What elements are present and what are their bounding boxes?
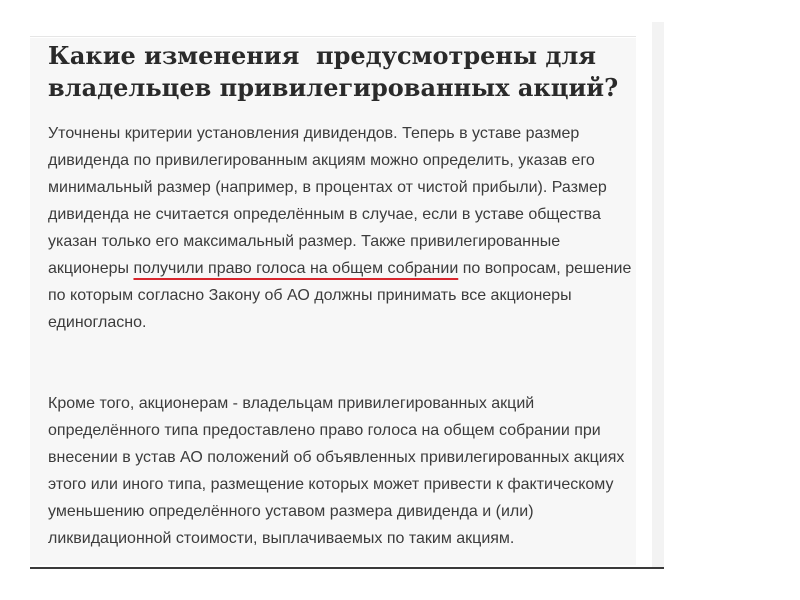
article-paragraph-2: Кроме того, акционерам - владельцам привилегированных акций определённого типа предоставлено право голоса на общем собрании при внесении в устав АО положений об объявленных привилегированных акциях этого или иного типа, размещение которых может привести к фактическому уменьшению определённого уставом размера дивиденда и (или) ликвидационной стоимости, выплачиваемых по таким акциям. <box>48 395 625 547</box>
highlighted-phrase: получили право голоса на общем собрании <box>133 260 459 277</box>
article-paragraph-1 <box>48 120 633 336</box>
bottom-divider <box>30 567 664 569</box>
paragraph-1-text-end: по вопросам, решение по которым согласно Закону об АО должны принимать все акционеры единогласно. <box>48 260 632 331</box>
page-side-strip <box>652 22 664 568</box>
article-panel <box>30 38 636 565</box>
article-title: Какие изменения предусмотрены для владельцев привилегированных акций? <box>48 41 619 102</box>
paragraph-1-text-start: Уточнены критерии установления дивидендов. Теперь в уставе размер дивиденда по привилегированным акциям можно определить, указав его минимальный размер (например, в процентах от чистой прибыли). Размер дивиденда не считается определённым в случае, если в уставе общества указан только его максимальный размер. Также привилегированные акционеры <box>48 125 607 277</box>
panel-top-border <box>30 36 636 37</box>
